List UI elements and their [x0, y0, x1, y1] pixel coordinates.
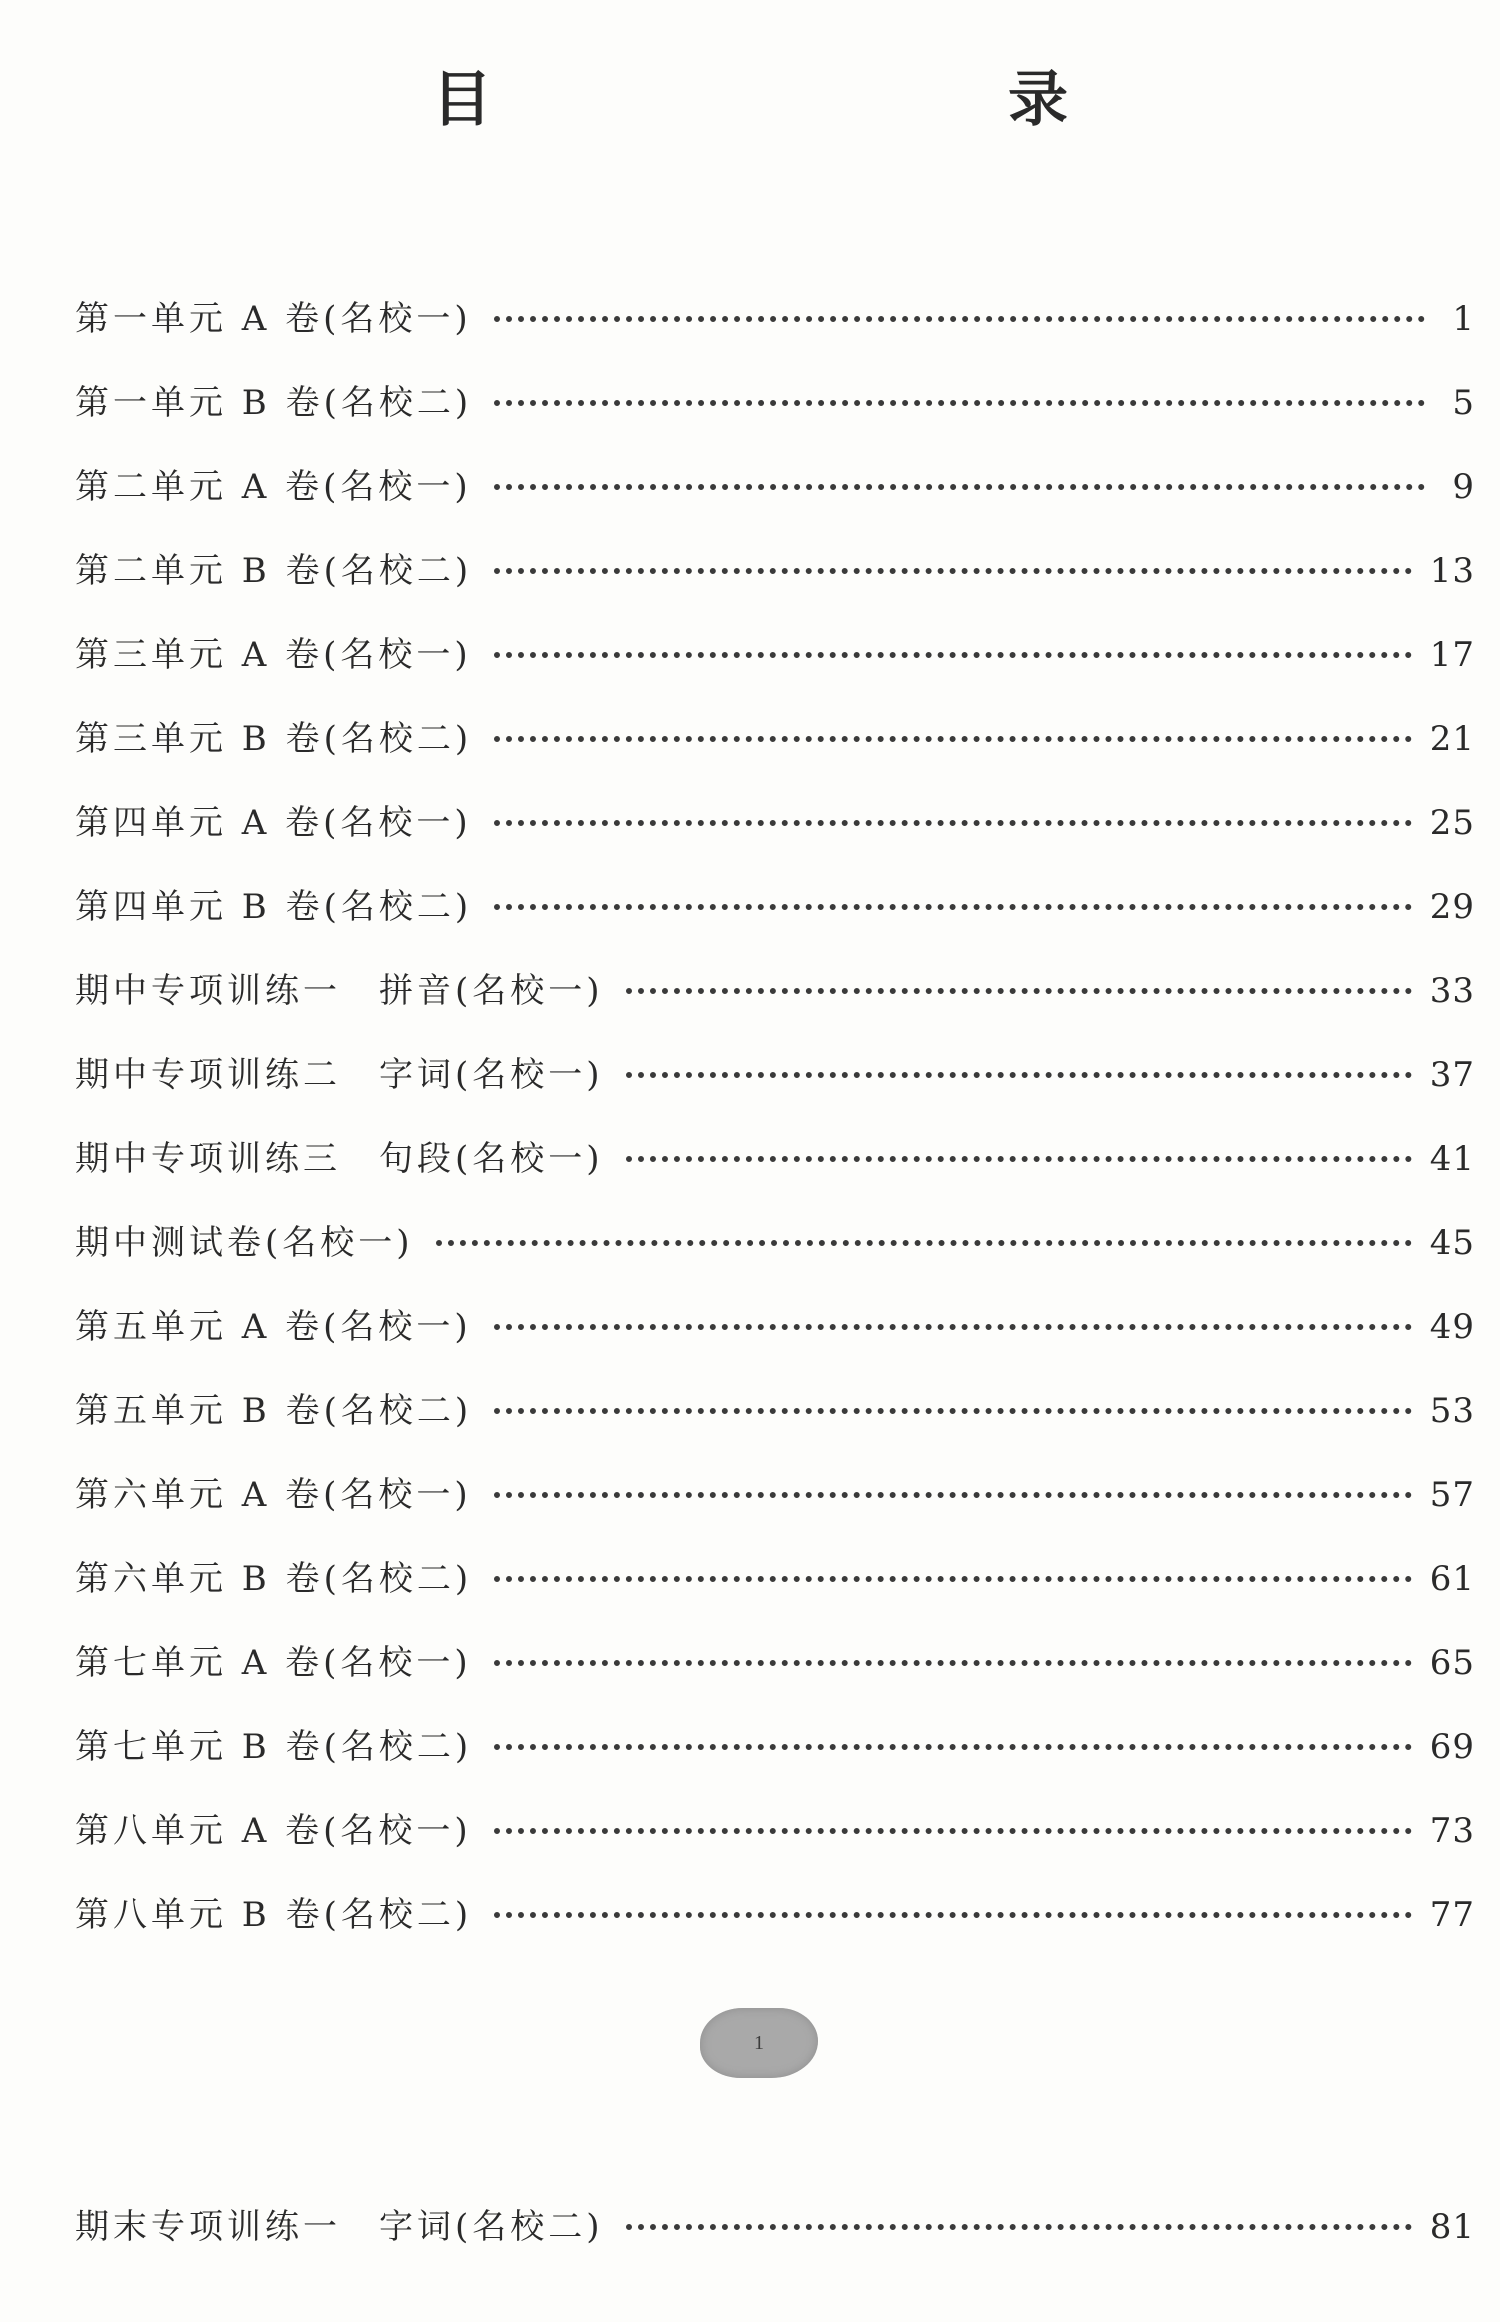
dot-leader — [494, 484, 1425, 490]
toc-entry-page: 69 — [1429, 1727, 1475, 1767]
dot-leader — [494, 1492, 1412, 1498]
toc-entry-page: 65 — [1429, 1643, 1475, 1683]
toc-entry-page: 37 — [1429, 1055, 1475, 1095]
dot-leader — [626, 2224, 1412, 2230]
toc-entry-title: 第四单元 A 卷(名校一) — [75, 803, 472, 843]
toc-entry — [75, 2207, 1475, 2294]
toc-entry — [75, 1307, 1475, 1394]
toc-entry-title: 第四单元 B 卷(名校二) — [75, 887, 473, 927]
toc-entry-title: 第二单元 A 卷(名校一) — [75, 467, 472, 507]
toc-entry — [75, 635, 1475, 722]
toc-entry — [75, 887, 1475, 974]
toc-entry-page: 29 — [1429, 887, 1475, 927]
toc-entry-page: 45 — [1429, 1223, 1475, 1263]
dot-leader — [494, 316, 1425, 322]
toc-entry-title: 第三单元 A 卷(名校一) — [75, 635, 472, 675]
page-title: 目 录 — [432, 65, 1200, 135]
dot-leader — [494, 1828, 1412, 1834]
toc-entry-page: 61 — [1429, 1559, 1475, 1599]
toc-entry-page: 49 — [1429, 1307, 1475, 1347]
dot-leader — [436, 1240, 1412, 1246]
page-number-badge — [700, 2008, 818, 2078]
dot-leader — [494, 736, 1412, 742]
toc-entry-page: 41 — [1429, 1139, 1475, 1179]
toc-entry — [75, 299, 1475, 386]
next-page-toc-list — [75, 2207, 1475, 2294]
toc-entry-title: 第八单元 A 卷(名校一) — [75, 1811, 472, 1851]
toc-entry-title: 第二单元 B 卷(名校二) — [75, 551, 473, 591]
toc-entry-title: 期中专项训练二 字词(名校一) — [75, 1055, 604, 1095]
toc-entry-title: 第八单元 B 卷(名校二) — [75, 1895, 473, 1935]
toc-entry — [75, 1559, 1475, 1646]
dot-leader — [494, 904, 1412, 910]
toc-list — [75, 299, 1475, 1982]
toc-entry — [75, 1391, 1475, 1478]
toc-entry-title: 期中测试卷(名校一) — [75, 1223, 414, 1263]
toc-entry-title: 第五单元 B 卷(名校二) — [75, 1391, 473, 1431]
toc-entry-page: 73 — [1429, 1811, 1475, 1851]
toc-entry — [75, 1643, 1475, 1730]
dot-leader — [626, 1156, 1412, 1162]
toc-entry — [75, 1475, 1475, 1562]
toc-entry-page: 9 — [1452, 467, 1475, 507]
toc-entry-page: 25 — [1429, 803, 1475, 843]
toc-entry-page: 1 — [1452, 299, 1475, 339]
toc-entry — [75, 1811, 1475, 1898]
toc-entry-title: 第七单元 A 卷(名校一) — [75, 1643, 472, 1683]
dot-leader — [626, 1072, 1412, 1078]
toc-entry — [75, 383, 1475, 470]
toc-entry-title: 第三单元 B 卷(名校二) — [75, 719, 473, 759]
page-number: 1 — [754, 2031, 764, 2054]
toc-entry — [75, 551, 1475, 638]
toc-entry-page: 13 — [1429, 551, 1475, 591]
toc-entry-title: 期中专项训练一 拼音(名校一) — [75, 971, 604, 1011]
toc-entry — [75, 1895, 1475, 1982]
toc-entry-title: 期中专项训练三 句段(名校一) — [75, 1139, 604, 1179]
dot-leader — [494, 400, 1425, 406]
toc-entry — [75, 719, 1475, 806]
toc-entry-page: 81 — [1429, 2207, 1475, 2247]
toc-entry — [75, 1139, 1475, 1226]
toc-entry — [75, 467, 1475, 554]
dot-leader — [494, 1660, 1412, 1666]
toc-entry-title: 第六单元 B 卷(名校二) — [75, 1559, 473, 1599]
dot-leader — [494, 820, 1412, 826]
toc-entry — [75, 803, 1475, 890]
toc-entry-page: 17 — [1429, 635, 1475, 675]
toc-entry — [75, 1727, 1475, 1814]
dot-leader — [494, 1324, 1412, 1330]
toc-entry-title: 第一单元 A 卷(名校一) — [75, 299, 472, 339]
toc-entry — [75, 1055, 1475, 1142]
dot-leader — [494, 1576, 1412, 1582]
toc-entry-title: 第五单元 A 卷(名校一) — [75, 1307, 472, 1347]
toc-entry-title: 第六单元 A 卷(名校一) — [75, 1475, 472, 1515]
toc-entry-title: 第一单元 B 卷(名校二) — [75, 383, 473, 423]
toc-entry-page: 57 — [1429, 1475, 1475, 1515]
toc-entry-page: 53 — [1429, 1391, 1475, 1431]
dot-leader — [494, 568, 1412, 574]
toc-entry — [75, 1223, 1475, 1310]
toc-entry-page: 33 — [1429, 971, 1475, 1011]
dot-leader — [494, 652, 1412, 658]
toc-entry-title: 期末专项训练一 字词(名校二) — [75, 2207, 604, 2247]
dot-leader — [494, 1408, 1412, 1414]
toc-entry-page: 77 — [1429, 1895, 1475, 1935]
toc-entry — [75, 971, 1475, 1058]
toc-entry-title: 第七单元 B 卷(名校二) — [75, 1727, 473, 1767]
toc-entry-page: 21 — [1429, 719, 1475, 759]
dot-leader — [626, 988, 1412, 994]
dot-leader — [494, 1912, 1412, 1918]
dot-leader — [494, 1744, 1412, 1750]
toc-entry-page: 5 — [1452, 383, 1475, 423]
